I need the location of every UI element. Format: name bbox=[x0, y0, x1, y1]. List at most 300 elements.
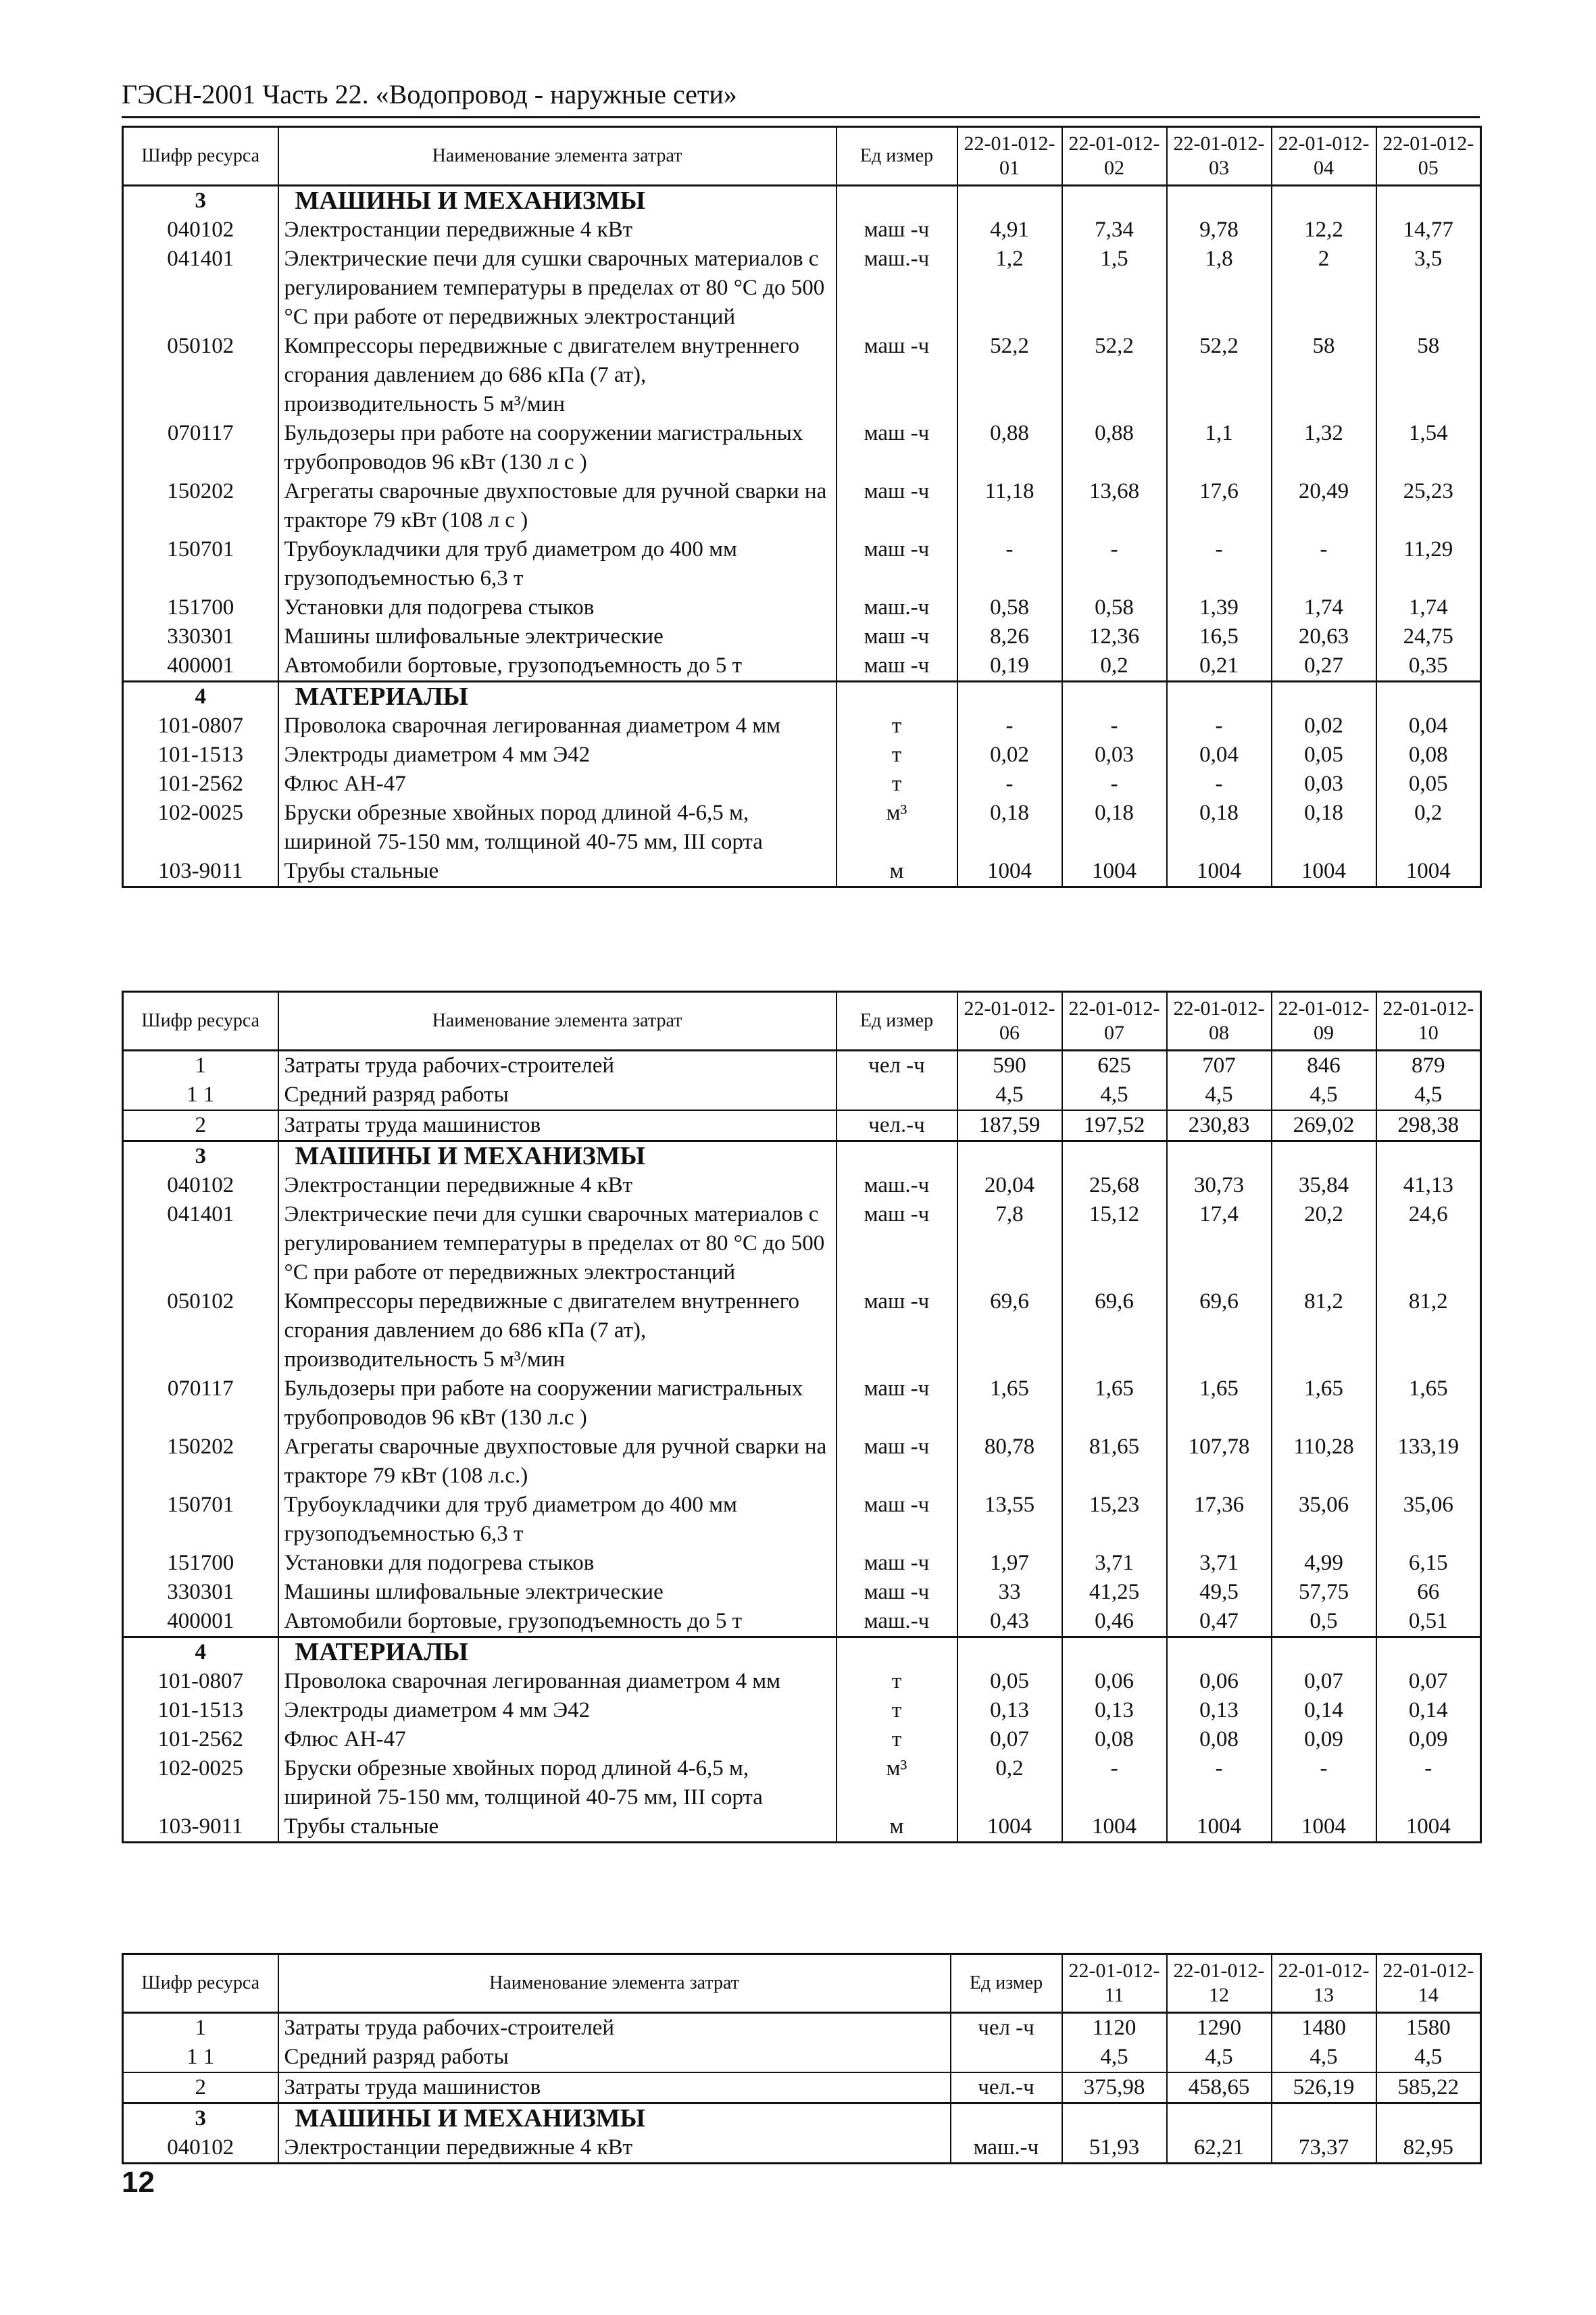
value-cell: - bbox=[1272, 1754, 1376, 1812]
table-row bbox=[123, 1491, 1481, 1549]
value-cell: 3,71 bbox=[1062, 1549, 1167, 1578]
cost-element-name: Затраты труда машинистов bbox=[278, 2072, 951, 2104]
value-cell: 0,2 bbox=[957, 1754, 1062, 1812]
value-cell: 1,65 bbox=[1167, 1374, 1272, 1433]
table-row bbox=[123, 2013, 1481, 2043]
table-row bbox=[123, 1812, 1481, 1843]
unit-of-measure: маш -ч bbox=[837, 477, 957, 535]
unit-of-measure: маш -ч bbox=[837, 216, 957, 245]
value-cell: 24,75 bbox=[1376, 622, 1481, 651]
value-cell bbox=[1167, 1141, 1272, 1172]
value-cell: 1004 bbox=[1167, 857, 1272, 887]
value-cell: 1,5 bbox=[1062, 245, 1167, 332]
value-cell: 1480 bbox=[1272, 2013, 1376, 2043]
value-cell: 846 bbox=[1272, 1051, 1376, 1081]
value-cell: 1580 bbox=[1376, 2013, 1481, 2043]
table-row bbox=[123, 2133, 1481, 2164]
resource-code: 150701 bbox=[123, 535, 278, 593]
value-cell: 0,06 bbox=[1062, 1667, 1167, 1696]
value-cell: 11,29 bbox=[1376, 535, 1481, 593]
value-cell bbox=[1376, 682, 1481, 712]
unit-of-measure: чел -ч bbox=[951, 2013, 1062, 2043]
value-cell: 3,71 bbox=[1167, 1549, 1272, 1578]
unit-of-measure: чел.-ч bbox=[951, 2072, 1062, 2104]
unit-of-measure: маш -ч bbox=[837, 1549, 957, 1578]
resource-code: 041401 bbox=[123, 245, 278, 332]
value-cell: 41,25 bbox=[1062, 1578, 1167, 1607]
table-row bbox=[123, 419, 1481, 477]
value-cell bbox=[1376, 1637, 1481, 1668]
table-row bbox=[123, 593, 1481, 622]
value-cell: - bbox=[1062, 1754, 1167, 1812]
value-cell: 14,77 bbox=[1376, 216, 1481, 245]
table-row bbox=[123, 651, 1481, 682]
value-cell: 20,04 bbox=[957, 1171, 1062, 1200]
unit-of-measure: маш -ч bbox=[837, 419, 957, 477]
page-header bbox=[122, 74, 1480, 118]
table-row bbox=[123, 1287, 1481, 1374]
value-cell: 0,46 bbox=[1062, 1607, 1167, 1637]
value-cell: 0,14 bbox=[1272, 1696, 1376, 1725]
resource-code: 050102 bbox=[123, 332, 278, 419]
value-cell: 35,84 bbox=[1272, 1171, 1376, 1200]
value-cell: 20,49 bbox=[1272, 477, 1376, 535]
cost-element-name: Бульдозеры при работе на сооружении магистральных трубопроводов 96 кВт (130 л с ) bbox=[278, 419, 837, 477]
value-cell: 81,2 bbox=[1376, 1287, 1481, 1374]
resource-code: 1 bbox=[123, 2013, 278, 2043]
value-cell: 58 bbox=[1272, 332, 1376, 419]
value-cell: 1,65 bbox=[1062, 1374, 1167, 1433]
table-row bbox=[123, 1549, 1481, 1578]
value-cell: 1004 bbox=[1062, 857, 1167, 887]
resource-code: 150202 bbox=[123, 477, 278, 535]
unit-of-measure: м bbox=[837, 857, 957, 887]
value-cell: 1004 bbox=[957, 1812, 1062, 1843]
unit-of-measure: маш.-ч bbox=[837, 245, 957, 332]
unit-of-measure: маш.-ч bbox=[837, 593, 957, 622]
resource-code: 2 bbox=[123, 2072, 278, 2104]
resource-code: 3 bbox=[123, 1141, 278, 1172]
value-cell: 12,36 bbox=[1062, 622, 1167, 651]
resource-code: 4 bbox=[123, 682, 278, 712]
value-cell: 69,6 bbox=[1062, 1287, 1167, 1374]
value-cell: 66 bbox=[1376, 1578, 1481, 1607]
value-cell: 0,08 bbox=[1062, 1725, 1167, 1754]
value-cell: 1004 bbox=[1376, 857, 1481, 887]
value-cell: 107,78 bbox=[1167, 1433, 1272, 1491]
section-row bbox=[123, 1637, 1481, 1668]
table-row bbox=[123, 1374, 1481, 1433]
value-cell: 0,18 bbox=[1062, 799, 1167, 857]
value-cell bbox=[1167, 2104, 1272, 2134]
resource-code: 4 bbox=[123, 1637, 278, 1668]
value-cell: 17,6 bbox=[1167, 477, 1272, 535]
resource-code: 070117 bbox=[123, 419, 278, 477]
unit-of-measure: м bbox=[837, 1812, 957, 1843]
value-cell: 11,18 bbox=[957, 477, 1062, 535]
resource-code: 1 1 bbox=[123, 2043, 278, 2072]
value-cell: - bbox=[957, 535, 1062, 593]
value-cell: 4,5 bbox=[1272, 2043, 1376, 2072]
value-cell: 82,95 bbox=[1376, 2133, 1481, 2164]
cost-element-name: Проволока сварочная легированная диаметром 4 мм bbox=[278, 1667, 837, 1696]
cost-element-name: МАТЕРИАЛЫ bbox=[278, 1637, 837, 1668]
cost-element-name: МАШИНЫ И МЕХАНИЗМЫ bbox=[278, 1141, 837, 1172]
resource-code: 400001 bbox=[123, 651, 278, 682]
table-row bbox=[123, 535, 1481, 593]
unit-of-measure: маш -ч bbox=[837, 1433, 957, 1491]
header-name: Наименование элемента затрат bbox=[278, 992, 837, 1051]
table-row bbox=[123, 1725, 1481, 1754]
value-cell: 590 bbox=[957, 1051, 1062, 1081]
cost-element-name: Агрегаты сварочные двухпостовые для ручной сварки на тракторе 79 кВт (108 л.с.) bbox=[278, 1433, 837, 1491]
cost-element-name: Трубы стальные bbox=[278, 857, 837, 887]
value-cell: 0,19 bbox=[957, 651, 1062, 682]
value-cell: 41,13 bbox=[1376, 1171, 1481, 1200]
table-row bbox=[123, 1051, 1481, 1081]
value-cell: 0,21 bbox=[1167, 651, 1272, 682]
value-cell bbox=[1062, 2104, 1167, 2134]
value-cell: 585,22 bbox=[1376, 2072, 1481, 2104]
value-cell: 4,5 bbox=[1062, 1080, 1167, 1110]
table-row bbox=[123, 1607, 1481, 1637]
resource-code: 041401 bbox=[123, 1200, 278, 1287]
value-cell: 1290 bbox=[1167, 2013, 1272, 2043]
value-cell: 1004 bbox=[957, 857, 1062, 887]
resource-table-2 bbox=[122, 991, 1482, 1843]
cost-element-name: Установки для подогрева стыков bbox=[278, 593, 837, 622]
value-cell: 458,65 bbox=[1167, 2072, 1272, 2104]
unit-of-measure: маш -ч bbox=[837, 1200, 957, 1287]
value-cell: 4,5 bbox=[957, 1080, 1062, 1110]
value-cell: 4,5 bbox=[1167, 2043, 1272, 2072]
table-row bbox=[123, 2072, 1481, 2104]
resource-code: 151700 bbox=[123, 593, 278, 622]
value-cell: 58 bbox=[1376, 332, 1481, 419]
value-cell: 1,8 bbox=[1167, 245, 1272, 332]
value-cell: 0,58 bbox=[957, 593, 1062, 622]
value-cell bbox=[1272, 682, 1376, 712]
value-cell: 0,47 bbox=[1167, 1607, 1272, 1637]
section-row bbox=[123, 2104, 1481, 2134]
header-col: 22-01-012-01 bbox=[957, 127, 1062, 186]
unit-of-measure bbox=[837, 186, 957, 216]
table-row bbox=[123, 1578, 1481, 1607]
value-cell: 62,21 bbox=[1167, 2133, 1272, 2164]
header-col: 22-01-012-07 bbox=[1062, 992, 1167, 1051]
value-cell: 30,73 bbox=[1167, 1171, 1272, 1200]
cost-element-name: Установки для подогрева стыков bbox=[278, 1549, 837, 1578]
value-cell: 17,4 bbox=[1167, 1200, 1272, 1287]
resource-code: 101-1513 bbox=[123, 1696, 278, 1725]
unit-of-measure: маш.-ч bbox=[837, 1171, 957, 1200]
value-cell: 0,88 bbox=[1062, 419, 1167, 477]
value-cell bbox=[1376, 2104, 1481, 2134]
value-cell: 57,75 bbox=[1272, 1578, 1376, 1607]
unit-of-measure: т bbox=[837, 770, 957, 799]
value-cell: 0,02 bbox=[1272, 712, 1376, 741]
value-cell: 0,05 bbox=[1376, 770, 1481, 799]
value-cell: 526,19 bbox=[1272, 2072, 1376, 2104]
table-row bbox=[123, 712, 1481, 741]
cost-element-name: Компрессоры передвижные с двигателем внутреннего сгорания давлением до 686 кПа (7 ат), производительность 5 м³/мин bbox=[278, 1287, 837, 1374]
table-row bbox=[123, 770, 1481, 799]
value-cell bbox=[1376, 1141, 1481, 1172]
value-cell: 230,83 bbox=[1167, 1110, 1272, 1141]
unit-of-measure: м³ bbox=[837, 1754, 957, 1812]
header-code: Шифр ресурса bbox=[123, 127, 278, 186]
table-row bbox=[123, 216, 1481, 245]
value-cell: 375,98 bbox=[1062, 2072, 1167, 2104]
unit-of-measure bbox=[837, 682, 957, 712]
value-cell: 0,08 bbox=[1376, 741, 1481, 770]
value-cell: 269,02 bbox=[1272, 1110, 1376, 1141]
table-row bbox=[123, 1110, 1481, 1141]
table-row bbox=[123, 245, 1481, 332]
unit-of-measure: т bbox=[837, 1667, 957, 1696]
section-row bbox=[123, 682, 1481, 712]
cost-element-name: Флюс АН-47 bbox=[278, 770, 837, 799]
value-cell: 35,06 bbox=[1376, 1491, 1481, 1549]
resource-code: 102-0025 bbox=[123, 1754, 278, 1812]
header-col: 22-01-012-06 bbox=[957, 992, 1062, 1051]
unit-of-measure: маш -ч bbox=[837, 1578, 957, 1607]
unit-of-measure bbox=[837, 1637, 957, 1668]
header-unit: Ед измер bbox=[837, 992, 957, 1051]
section-row bbox=[123, 1141, 1481, 1172]
value-cell: 1,65 bbox=[957, 1374, 1062, 1433]
value-cell bbox=[1167, 1637, 1272, 1668]
resource-code: 3 bbox=[123, 2104, 278, 2134]
value-cell: 4,5 bbox=[1062, 2043, 1167, 2072]
cost-element-name: Проволока сварочная легированная диаметром 4 мм bbox=[278, 712, 837, 741]
unit-of-measure bbox=[951, 2104, 1062, 2134]
value-cell: 133,19 bbox=[1376, 1433, 1481, 1491]
value-cell: 1,39 bbox=[1167, 593, 1272, 622]
value-cell: 4,99 bbox=[1272, 1549, 1376, 1578]
value-cell bbox=[957, 682, 1062, 712]
value-cell bbox=[1062, 1141, 1167, 1172]
resource-code: 1 1 bbox=[123, 1080, 278, 1110]
value-cell: 35,06 bbox=[1272, 1491, 1376, 1549]
value-cell: 1,2 bbox=[957, 245, 1062, 332]
cost-element-name: Агрегаты сварочные двухпостовые для ручной сварки на тракторе 79 кВт (108 л с ) bbox=[278, 477, 837, 535]
unit-of-measure bbox=[837, 1080, 957, 1110]
unit-of-measure: т bbox=[837, 1725, 957, 1754]
value-cell: 0,27 bbox=[1272, 651, 1376, 682]
cost-element-name: Бруски обрезные хвойных пород длиной 4-6,5 м, шириной 75-150 мм, толщиной 40-75 мм, III сорта bbox=[278, 1754, 837, 1812]
resource-code: 330301 bbox=[123, 622, 278, 651]
value-cell: 0,5 bbox=[1272, 1607, 1376, 1637]
cost-element-name: Электростанции передвижные 4 кВт bbox=[278, 2133, 951, 2164]
unit-of-measure: чел -ч bbox=[837, 1051, 957, 1081]
value-cell: 1004 bbox=[1272, 1812, 1376, 1843]
value-cell bbox=[1272, 1637, 1376, 1668]
cost-element-name: Электроды диаметром 4 мм Э42 bbox=[278, 741, 837, 770]
unit-of-measure: маш -ч bbox=[837, 622, 957, 651]
resource-table-1 bbox=[122, 126, 1482, 888]
resource-code: 102-0025 bbox=[123, 799, 278, 857]
value-cell: 8,26 bbox=[957, 622, 1062, 651]
value-cell: 80,78 bbox=[957, 1433, 1062, 1491]
value-cell: 1004 bbox=[1376, 1812, 1481, 1843]
value-cell: 4,5 bbox=[1167, 1080, 1272, 1110]
value-cell: 0,43 bbox=[957, 1607, 1062, 1637]
value-cell: 0,14 bbox=[1376, 1696, 1481, 1725]
unit-of-measure bbox=[837, 1141, 957, 1172]
unit-of-measure: маш.-ч bbox=[951, 2133, 1062, 2164]
resource-code: 040102 bbox=[123, 1171, 278, 1200]
table-row bbox=[123, 332, 1481, 419]
value-cell: - bbox=[1167, 1754, 1272, 1812]
cost-element-name: Трубоукладчики для труб диаметром до 400 мм грузоподъемностью 6,3 т bbox=[278, 1491, 837, 1549]
header-col: 22-01-012-10 bbox=[1376, 992, 1481, 1051]
resource-code: 101-1513 bbox=[123, 741, 278, 770]
resource-code: 050102 bbox=[123, 1287, 278, 1374]
unit-of-measure: маш -ч bbox=[837, 332, 957, 419]
value-cell: 0,07 bbox=[1272, 1667, 1376, 1696]
unit-of-measure: т bbox=[837, 712, 957, 741]
cost-element-name: Средний разряд работы bbox=[278, 1080, 837, 1110]
cost-element-name: Электрические печи для сушки сварочных материалов с регулированием температуры в пределах от 80 °С до 500 °С при работе от передвижных электростанций bbox=[278, 1200, 837, 1287]
table-row bbox=[123, 1754, 1481, 1812]
value-cell: 0,2 bbox=[1062, 651, 1167, 682]
header-title: ГЭСН-2001 Часть 22. «Водопровод - наружные сети» bbox=[122, 79, 737, 109]
value-cell: 298,38 bbox=[1376, 1110, 1481, 1141]
value-cell: 0,05 bbox=[957, 1667, 1062, 1696]
header-col: 22-01-012-08 bbox=[1167, 992, 1272, 1051]
value-cell bbox=[1376, 186, 1481, 216]
cost-element-name: Затраты труда рабочих-строителей bbox=[278, 1051, 837, 1081]
resource-code: 040102 bbox=[123, 2133, 278, 2164]
table-row bbox=[123, 622, 1481, 651]
value-cell: 6,15 bbox=[1376, 1549, 1481, 1578]
value-cell bbox=[1272, 186, 1376, 216]
table-row bbox=[123, 1696, 1481, 1725]
value-cell: 0,03 bbox=[1272, 770, 1376, 799]
unit-of-measure bbox=[951, 2043, 1062, 2072]
value-cell: 0,13 bbox=[1167, 1696, 1272, 1725]
value-cell: 81,2 bbox=[1272, 1287, 1376, 1374]
value-cell: 49,5 bbox=[1167, 1578, 1272, 1607]
value-cell bbox=[1167, 186, 1272, 216]
unit-of-measure: м³ bbox=[837, 799, 957, 857]
value-cell: 1,65 bbox=[1376, 1374, 1481, 1433]
header-col: 22-01-012-04 bbox=[1272, 127, 1376, 186]
value-cell: 0,08 bbox=[1167, 1725, 1272, 1754]
value-cell: 17,36 bbox=[1167, 1491, 1272, 1549]
unit-of-measure: маш -ч bbox=[837, 535, 957, 593]
value-cell: 51,93 bbox=[1062, 2133, 1167, 2164]
resource-code: 330301 bbox=[123, 1578, 278, 1607]
value-cell: 4,91 bbox=[957, 216, 1062, 245]
value-cell: 0,04 bbox=[1376, 712, 1481, 741]
header-code: Шифр ресурса bbox=[123, 992, 278, 1051]
table-row bbox=[123, 2043, 1481, 2072]
cost-element-name: МАШИНЫ И МЕХАНИЗМЫ bbox=[278, 186, 837, 216]
value-cell bbox=[957, 1637, 1062, 1668]
value-cell: 2 bbox=[1272, 245, 1376, 332]
value-cell bbox=[957, 1141, 1062, 1172]
value-cell: 4,5 bbox=[1376, 2043, 1481, 2072]
value-cell: - bbox=[957, 712, 1062, 741]
cost-element-name: Затраты труда рабочих-строителей bbox=[278, 2013, 951, 2043]
value-cell: - bbox=[957, 770, 1062, 799]
table-row bbox=[123, 477, 1481, 535]
value-cell: 0,58 bbox=[1062, 593, 1167, 622]
section-row bbox=[123, 186, 1481, 216]
table-row bbox=[123, 857, 1481, 887]
cost-element-name: Машины шлифовальные электрические bbox=[278, 1578, 837, 1607]
value-cell: 0,09 bbox=[1272, 1725, 1376, 1754]
table-header-row bbox=[123, 127, 1481, 186]
resource-code: 400001 bbox=[123, 1607, 278, 1637]
cost-element-name: Машины шлифовальные электрические bbox=[278, 622, 837, 651]
value-cell: 69,6 bbox=[1167, 1287, 1272, 1374]
header-name: Наименование элемента затрат bbox=[278, 1954, 951, 2013]
resource-code: 103-9011 bbox=[123, 857, 278, 887]
value-cell bbox=[1062, 1637, 1167, 1668]
value-cell: 0,09 bbox=[1376, 1725, 1481, 1754]
value-cell: 879 bbox=[1376, 1051, 1481, 1081]
value-cell: 1004 bbox=[1272, 857, 1376, 887]
unit-of-measure: маш -ч bbox=[837, 1287, 957, 1374]
resource-code: 040102 bbox=[123, 216, 278, 245]
value-cell: 20,63 bbox=[1272, 622, 1376, 651]
value-cell: - bbox=[1167, 770, 1272, 799]
value-cell: - bbox=[1167, 535, 1272, 593]
table-row bbox=[123, 799, 1481, 857]
value-cell: 0,51 bbox=[1376, 1607, 1481, 1637]
unit-of-measure: маш -ч bbox=[837, 1491, 957, 1549]
value-cell: 24,6 bbox=[1376, 1200, 1481, 1287]
value-cell: 12,2 bbox=[1272, 216, 1376, 245]
table-row bbox=[123, 1433, 1481, 1491]
value-cell: - bbox=[1062, 712, 1167, 741]
value-cell: 0,13 bbox=[957, 1696, 1062, 1725]
value-cell: 1,54 bbox=[1376, 419, 1481, 477]
cost-element-name: Электрические печи для сушки сварочных материалов с регулированием температуры в пределах от 80 °С до 500 °С при работе от передвижных электростанций bbox=[278, 245, 837, 332]
value-cell: 0,13 bbox=[1062, 1696, 1167, 1725]
cost-element-name: Автомобили бортовые, грузоподъемность до 5 т bbox=[278, 651, 837, 682]
resource-code: 101-2562 bbox=[123, 1725, 278, 1754]
cost-element-name: Трубы стальные bbox=[278, 1812, 837, 1843]
cost-element-name: МАТЕРИАЛЫ bbox=[278, 682, 837, 712]
value-cell: 7,8 bbox=[957, 1200, 1062, 1287]
resource-code: 070117 bbox=[123, 1374, 278, 1433]
value-cell: 1,74 bbox=[1376, 593, 1481, 622]
resource-code: 1 bbox=[123, 1051, 278, 1081]
cost-element-name: Затраты труда машинистов bbox=[278, 1110, 837, 1141]
value-cell: - bbox=[1062, 535, 1167, 593]
header-unit: Ед измер bbox=[951, 1954, 1062, 2013]
value-cell: 73,37 bbox=[1272, 2133, 1376, 2164]
value-cell: 0,18 bbox=[957, 799, 1062, 857]
value-cell: 4,5 bbox=[1272, 1080, 1376, 1110]
value-cell: 69,6 bbox=[957, 1287, 1062, 1374]
resource-code: 2 bbox=[123, 1110, 278, 1141]
value-cell: 1004 bbox=[1062, 1812, 1167, 1843]
value-cell: 7,34 bbox=[1062, 216, 1167, 245]
value-cell: 1120 bbox=[1062, 2013, 1167, 2043]
table-row bbox=[123, 1171, 1481, 1200]
value-cell: 0,88 bbox=[957, 419, 1062, 477]
unit-of-measure: маш -ч bbox=[837, 1374, 957, 1433]
value-cell: 25,23 bbox=[1376, 477, 1481, 535]
value-cell bbox=[1062, 186, 1167, 216]
resource-code: 103-9011 bbox=[123, 1812, 278, 1843]
table-header-row bbox=[123, 1954, 1481, 2013]
